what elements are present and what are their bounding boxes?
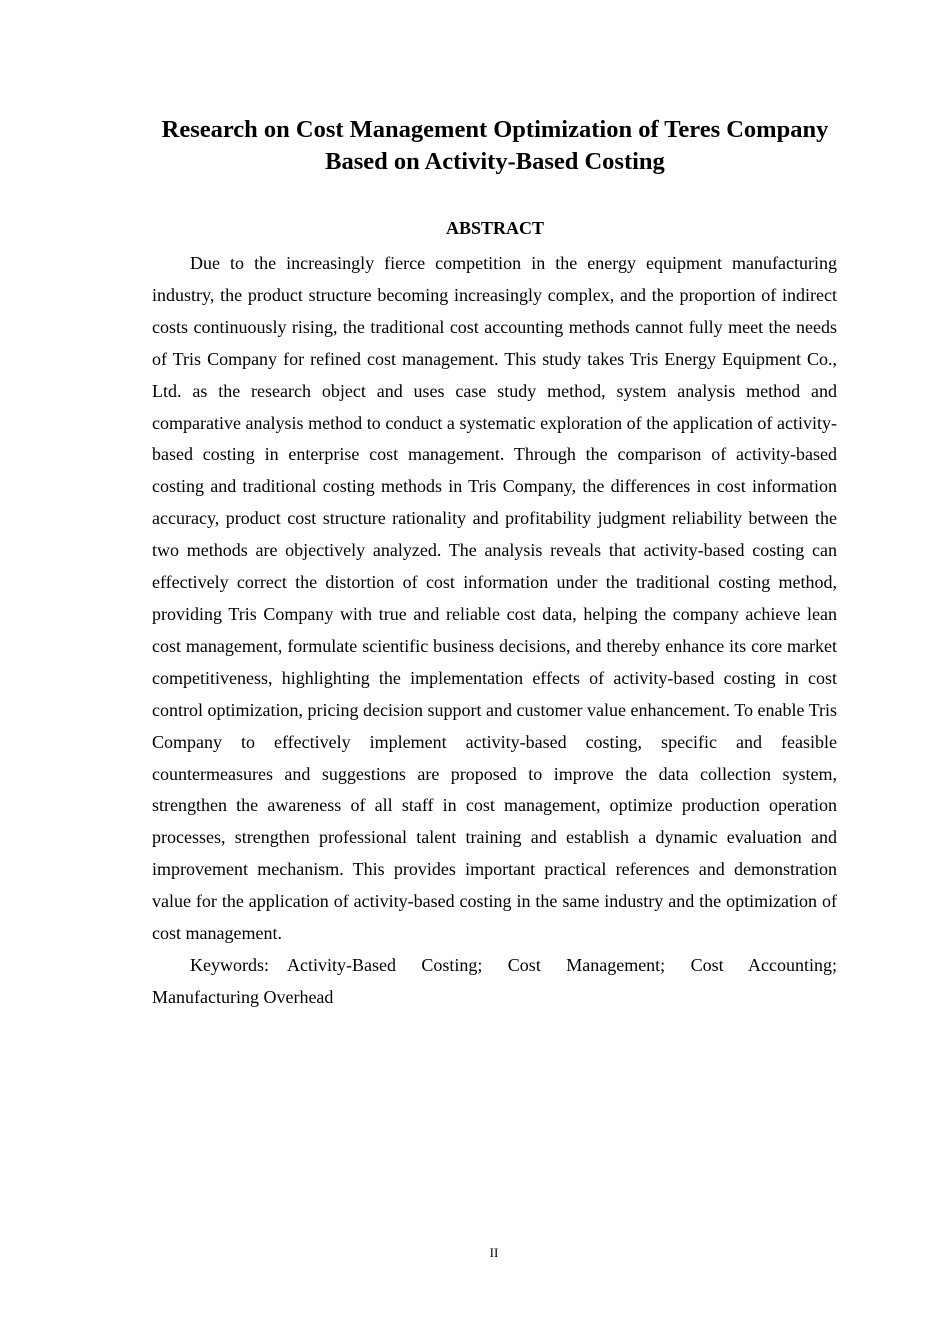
keywords-list: Activity-Based Costing; Cost Management; Cost Accounting; Manufacturing Overhead xyxy=(152,955,837,1007)
page-title: Research on Cost Management Optimization of Teres Company Based on Activity-Based Costing xyxy=(161,116,829,175)
page-number: II xyxy=(489,1245,499,1260)
abstract-heading: ABSTRACT xyxy=(445,218,545,238)
keywords-paragraph xyxy=(152,950,837,1014)
abstract-body: Due to the increasingly fierce competition in the energy equipment manufacturing industry, the product structure becoming increasingly complex, and the proportion of indirect costs continuously rising, the traditional cost accounting methods cannot fully meet the needs of Tris Company for refined cost management. This study takes Tris Energy Equipment Co., Ltd. as the research object and uses case study method, system analysis method and comparative analysis method to conduct a systematic exploration of the application of activity-based costing in enterprise cost management. Through the comparison of activity-based costing and traditional costing methods in Tris Company, the differences in cost information accuracy, product cost structure rationality and profitability judgment reliability between the two methods are objectively analyzed. The analysis reveals that activity-based costing can effectively correct the distortion of cost information under the traditional costing method, providing Tris Company with true and reliable cost data, helping the company achieve lean cost management, formulate scientific business decisions, and thereby enhance its core market competitiveness, highlighting the implementation effects of activity-based costing in cost control optimization, pricing decision support and customer value enhancement. To enable Tris Company to effectively implement activity-based costing, specific and feasible countermeasures and suggestions are proposed to improve the data collection system, strengthen the awareness of all staff in cost management, optimize production operation processes, strengthen professional talent training and establish a dynamic evaluation and improvement mechanism. This provides important practical references and demonstration value for the application of activity-based costing in the same industry and the optimization of cost management. xyxy=(152,253,837,944)
keywords-label: Keywords: xyxy=(190,955,269,975)
